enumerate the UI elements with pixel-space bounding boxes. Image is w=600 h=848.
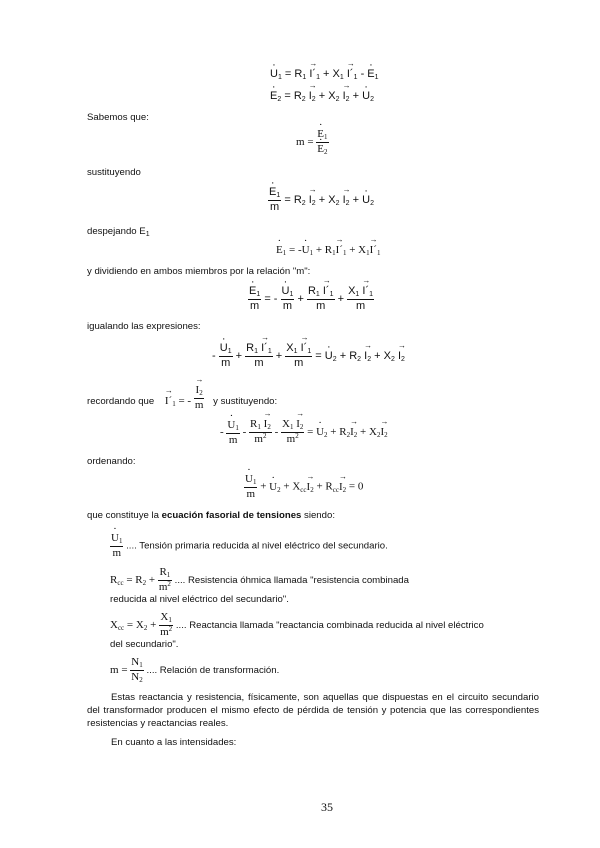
text-constituye: que constituye la ecuación fasorial de tensiones siendo: <box>87 510 335 521</box>
text-igualando: igualando las expresiones: <box>87 321 201 332</box>
definition-rcc-continuation: reducida al nivel eléctrico del secundario". <box>110 594 289 605</box>
equation-primary-voltage: · U1 = R1 → I´1 + X1 → I´1 - · E1 <box>270 68 379 80</box>
equation-current-substituted: - · $\frac{U1}{m}$ - $\frac{R1 \to I2}{m^2}$ - $\frac{X1 \to I2}{m^2}$ = · U2 + R2→ I2 + X2→ I2 <box>220 418 388 447</box>
paragraph-explanation: Estas reactancia y resistencia, físicamente, son aquellas que dispuestas en el circuito secundario del transformador producen el mismo efecto de pérdida de tensión y potencia que las correspondientes resistencias y reactancias reales. <box>87 692 539 729</box>
definition-xcc: Xcc = X2 + $\frac{X1}{m^2}$ .... Reactancia llamada "reactancia combinada reducida al nivel eléctrico <box>110 611 484 638</box>
term-ecuacion-fasorial: ecuación fasorial de tensiones <box>161 510 302 521</box>
definition-primary-voltage: · $\frac{U1}{m}$ .... Tensión primaria reducida al nivel eléctrico del secundario. <box>110 532 388 560</box>
text-sustituyendo: sustituyendo <box>87 167 141 178</box>
text-recordando: recordando que → I´1 = - → $\frac{I2}{m}$ y sustituyendo: <box>87 384 277 412</box>
equation-divided: · $\frac{E1}{m}$ = - · $\frac{U1}{m}$ + $\frac{R1 \to I´1}{m}$ + $\frac{X1 \to I´1}{m}$ <box>248 285 374 313</box>
equation-e1-isolated: · E1 = -· U1 + R1→ I´1 + X1→ I´1 <box>276 244 380 256</box>
definition-xcc-continuation: del secundario". <box>110 639 179 650</box>
equation-equated: - · $\frac{U1}{m}$ + $\frac{R1 \to I´1}{m}$ + $\frac{X1 \to I´1}{m}$ = · U2 + R2 → I2 + X2 → I2 <box>212 342 405 370</box>
definition-rcc: Rcc = R2 + $\frac{R1}{m^2}$ .... Resistencia óhmica llamada "resistencia combinada <box>110 566 409 593</box>
equation-secondary-voltage: · E2 = R2 → I2 + X2 → I2 + · U2 <box>270 90 374 102</box>
equation-ratio-definition: m = · E1 · E2 <box>296 128 329 157</box>
text-ordenando: ordenando: <box>87 456 136 467</box>
text-intensidades: En cuanto a las intensidades: <box>111 737 237 748</box>
equation-substituted: · $\frac{E1}{m}$ = R2 → I2 + X2 → I2 + · U2 <box>268 186 374 214</box>
text-despejando: despejando $E_1$ <box>87 226 150 238</box>
text-dividiendo: y dividiendo en ambos miembros por la relación "m": <box>87 266 311 277</box>
text-sabemos: Sabemos que: <box>87 112 149 123</box>
definition-m: m = $\frac{N1}{N2}$ .... Relación de transformación. <box>110 656 280 684</box>
page-number: 35 <box>321 800 333 814</box>
equation-phasor-voltage: · $\frac{U1}{m}$ + · U2 + Xcc→ I2 + Rcc→ I2 = 0 <box>244 473 363 501</box>
